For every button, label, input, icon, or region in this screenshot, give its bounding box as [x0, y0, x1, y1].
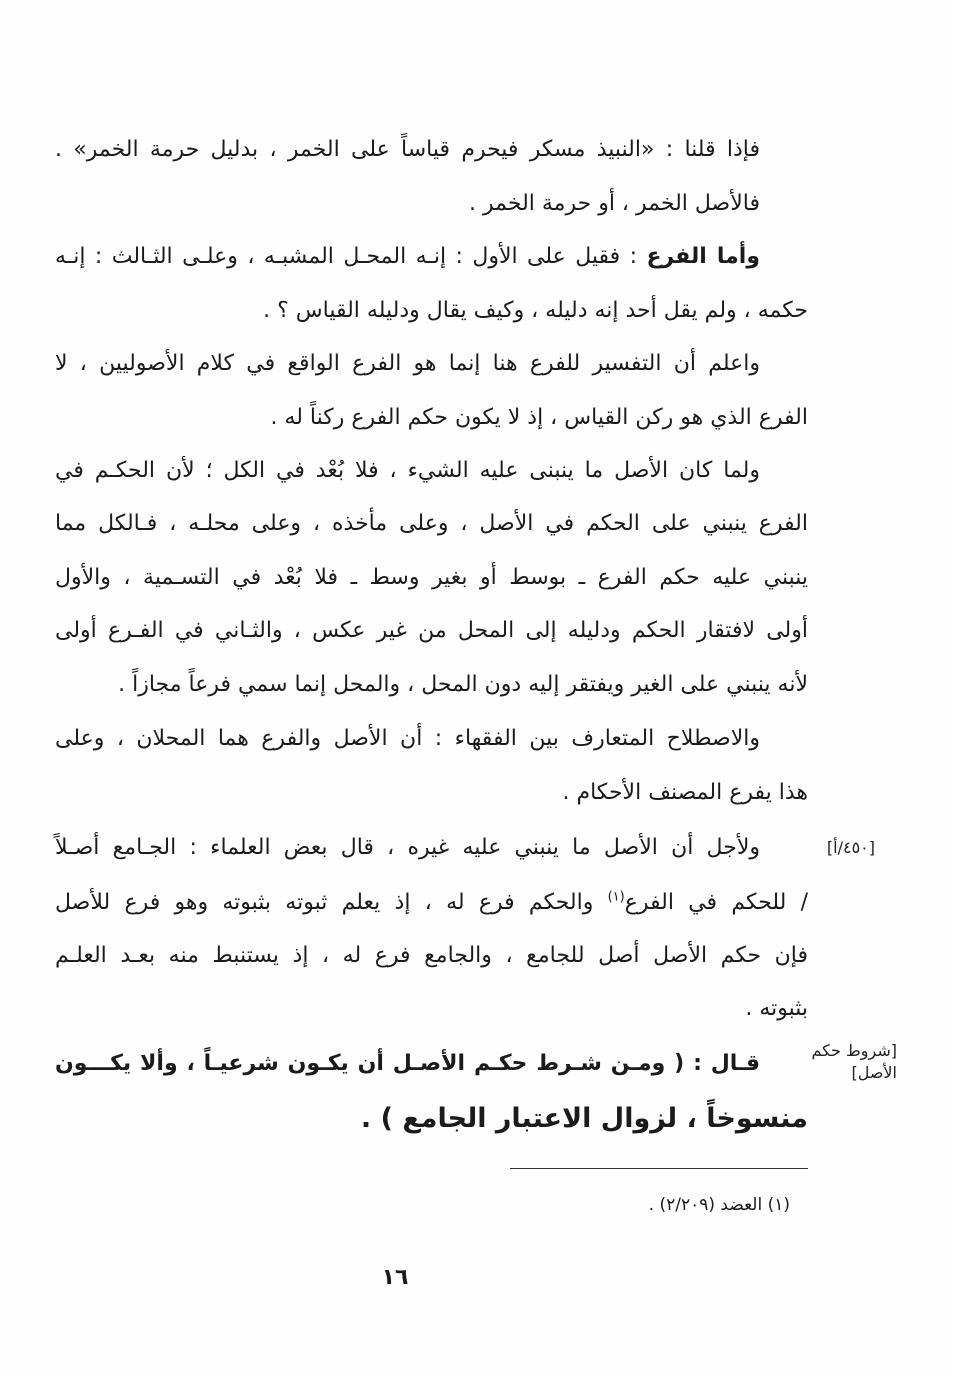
body-line-3 [55, 237, 760, 277]
body-line-12: والاصطلاح المتعارف بين الفقهاء : أن الأصل والفرع هما المحلان ، وعلى [55, 726, 760, 751]
body-line-11: لأنه ينبني على الغير ويفتقر إليه دون المحل ، والمحل إنما سمي فرعاً مجازاً . [118, 672, 808, 697]
footnote-text: (١) العضد (٢/٢٠٩) . [648, 1195, 790, 1215]
section-heading-inline: وأما الفرع [646, 244, 760, 269]
body-line-17: بثبوته . [745, 996, 808, 1021]
page-number: ١٦ [381, 1265, 409, 1290]
body-line-15 [55, 883, 808, 923]
body-line-10: أولى لافتقار الحكم ودليله إلى المحل من غير عكس ، والثـاني في الفـرع أولى [55, 618, 808, 643]
matn-line-2: منسوخاً ، لزوال الاعتبار الجامع ) . [360, 1103, 808, 1134]
body-line-9: ينبني عليه حكم الفرع ـ بوسط أو بغير وسط ـ فلا بُعْد في التسـمية ، والأول [55, 565, 808, 590]
body-line-16: فإن حكم الأصل أصل للجامع ، والجامع فرع له ، إذ يستنبط منه بعـد العلـم [55, 943, 808, 968]
margin-note-topic [812, 1040, 897, 1084]
footnote-separator [510, 1168, 808, 1169]
body-line-14: ولأجل أن الأصل ما ينبني عليه غيره ، قال بعض العلماء : الجـامع أصـلاً [55, 835, 760, 860]
margin-note-topic-line-1: [شروط حكم [811, 1041, 897, 1060]
body-line-13: هذا يفرع المصنف الأحكام . [562, 780, 808, 805]
body-line-15-start: / للحكم في الفرع [624, 890, 808, 915]
body-line-15-end: والحكم فرع له ، إذ يعلم ثبوته بثبوته وهو فرع للأصل [55, 890, 608, 915]
body-line-5: واعلم أن التفسير للفرع هنا إنما هو الفرع الواقع في كلام الأصوليين ، لا [55, 351, 760, 376]
matn-line-1: قـال : ( ومـن شـرط حكـم الأصـل أن يكـون شرعيـاً ، وألا يكـــون [55, 1051, 760, 1076]
body-line-8: الفرع ينبني على الحكم في الأصل ، وعلى مأخذه ، وعلى محلـه ، فـالكل مما [55, 511, 808, 536]
margin-note-folio: [أ/٤٥٠] [826, 838, 875, 857]
body-line-6: الفرع الذي هو ركن القياس ، إذ لا يكون حكم الفرع ركناً له . [270, 405, 808, 430]
footnote-ref: (١) [607, 889, 625, 905]
body-line-2: فالأصل الخمر ، أو حرمة الخمر . [469, 191, 760, 216]
body-line-3-text: : فقيل على الأول : إنـه المحـل المشبـه ، وعلـى الثـالث : إنـه [55, 244, 647, 269]
margin-note-topic-line-2: الأصل] [851, 1063, 897, 1082]
body-line-4: حكمه ، ولم يقل أحد إنه دليله ، وكيف يقال ودليله القياس ؟ . [263, 298, 808, 323]
body-line-1: فإذا قلنا : «النبيذ مسكر فيحرم قياساً على الخمر ، بدليل حرمة الخمر» . [55, 137, 760, 162]
body-line-7: ولما كان الأصل ما ينبنى عليه الشيء ، فلا بُعْد في الكل ؛ لأن الحكـم في [55, 458, 760, 483]
